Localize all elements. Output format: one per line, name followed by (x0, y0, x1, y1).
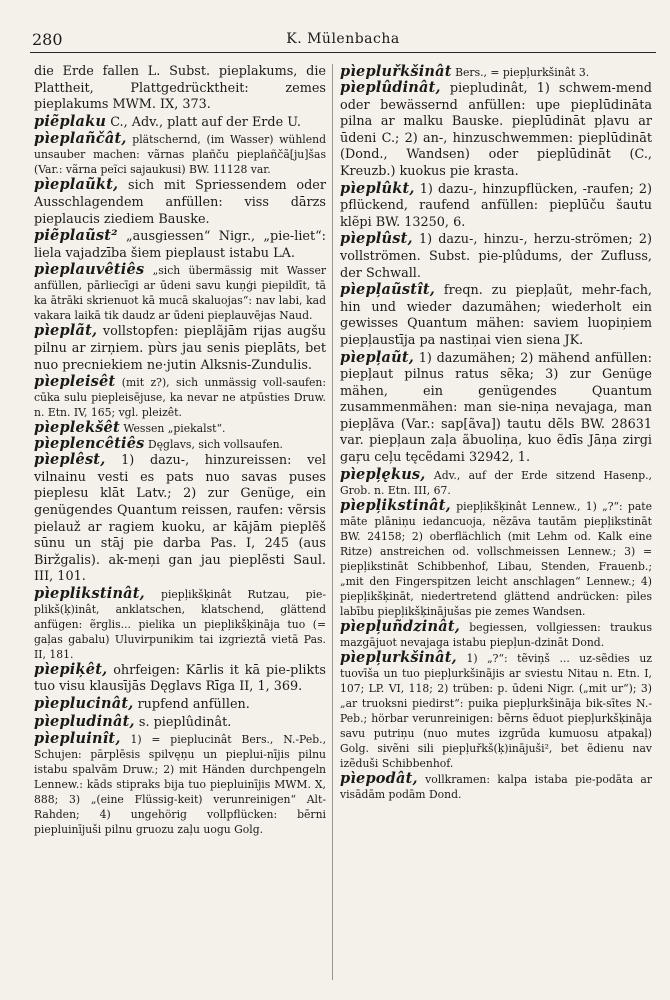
entry-text: „sich übermässig mit Wasser anfüllen, pārliecīgi ar ūdeni savu kuņģi piepildīt, tā ka ātrāki skrienuot kā mucā skaluojas“: nav labi, kad vakara laikā tik daudz ar ūdeni pieplauvējas Naud. (34, 264, 326, 323)
entry-headword: pìepļuñdzinât, (340, 617, 460, 635)
entry-headword: pìeplaũkt, (34, 176, 119, 194)
entry-headword: piẽplaku (34, 112, 107, 130)
entry-text: 1) dazu-, hinzu-, herzu-strömen; 2) vollströmen. Subst. pie-plûdums, der Zufluss, der Schwall. (340, 232, 652, 281)
entry-headword: pìepludinât, (34, 712, 135, 730)
page-number: 280 (32, 30, 63, 49)
entry-headword: piẽplaũst² (34, 227, 118, 245)
entry-text: freqn. zu piepļaũt, mehr-fach, hin und wieder dazumähen; wiederholt ein gewisses Quantum mähen: saviem luopiņiem piepļaustīja pa nastiņai vien siena JK. (340, 283, 652, 348)
entry-headword: pìeplikstinât, (34, 584, 145, 602)
entry-text: die Erde fallen L. Subst. pieplakums, die Plattheit, Plattgedrücktheit: zemes pieplakums MWM. IX, 373. (34, 64, 326, 113)
entry-text: Dęglavs, sich vollsaufen. (147, 438, 283, 452)
entry-text: vollkramen: kalpa istaba pie-podāta ar visādām podām Dond. (340, 772, 652, 801)
entry-text: 1) dazu-, hinzureissen: vel vilnainu vesti es pats nuo savas puses pieplesu klāt Latv.; 2) zur Genüge, ein genügendes Quantum reissen, raufen: vẽrsis pielauž ar ragiem kuoku, ar kājām pieplẽš sūnu un stāj pie darba Pas. I, 245 (aus Biržgalis). ak-meņi gan jau pieplẽsti Saul. III, 101. (34, 453, 326, 585)
dictionary-entry (34, 177, 326, 228)
dictionary-entry (34, 114, 326, 132)
dictionary-entry (340, 181, 652, 232)
entry-text: 1) dazu-, hinzupflücken, -raufen; 2) pflückend, raufend anfüllen: pieplūču šautu klẽpi BW. 13250, 6. (340, 181, 652, 230)
entry-headword: pìepļaũt, (340, 348, 415, 366)
entry-text: 1) „?“: tẽviņš ... uz-sẽdies uz tuovīša un tuo piepļurkšinājis ar sviestu Nitau n. Etn. I, 107; LP. VI, 118; 2) trüben: p. ūdeni Nigr. („mit ur“); 3) „ar truoksni piedirst“: puika piepļurkšināja bik-sītes N.-Peb.; hörbar verunreinigen: bẽrns ẽduot piepļurkšķināja savu putriņu (nuo mutes izgrūda kumuosu atpakaļ) Golg. sivẽni sili piepļuřkš(ķ)inājuši², bet ẽdienu nav izẽduši Schibbenhof. (340, 651, 652, 770)
entry-headword: pìepļurkšinât, (340, 648, 457, 666)
header-rule (30, 52, 656, 53)
entry-headword: pìeplañčât, (34, 130, 127, 148)
page-header (30, 30, 656, 48)
dictionary-entry (34, 731, 326, 837)
right-column (340, 64, 652, 802)
entry-text: Bers., = piepļurkšinât 3. (455, 66, 590, 79)
entry-text: C., Adv., platt auf der Erde U. (110, 114, 301, 130)
entry-text: Adv., auf der Erde sitzend Hasenp., Grob. n. Etn. III, 67. (340, 468, 652, 497)
entry-headword: pìepodât, (340, 769, 418, 787)
dictionary-entry (34, 323, 326, 374)
dictionary-entry (340, 282, 652, 349)
dictionary-entry (34, 262, 326, 323)
entry-headword: pìeplûkt, (340, 179, 415, 197)
dictionary-entry (340, 350, 652, 467)
entry-text: sich mit Spriessendem oder Ausschlagendem anfüllen: viss dārzs pieplaucis ziediem Bauske. (34, 178, 326, 227)
dictionary-entry (340, 498, 652, 619)
entry-headword: pìepļaũstît, (340, 281, 435, 299)
dictionary-entry (34, 696, 326, 714)
dictionary-entry (34, 452, 326, 586)
entry-headword: pìeplãt, (34, 322, 98, 340)
dictionary-entry (34, 436, 326, 452)
entry-text: „ausgiessen“ Nigr., „pie-liet“: liela vajadzība šiem pieplaust istabu LA. (34, 229, 326, 261)
dictionary-entry (34, 420, 326, 436)
entry-headword: pìeplûdinât, (340, 79, 441, 96)
entry-headword: pìepļikstinât, (340, 496, 451, 514)
entry-headword: pìepluinît, (34, 730, 121, 748)
entry-headword: pìeplauvêtiês (34, 261, 145, 279)
entry-text: begiessen, vollgiessen: traukus mazgājuot nevajaga istabu piepļun-dzināt Dond. (340, 620, 653, 649)
column-divider (332, 64, 333, 980)
dictionary-entry (340, 771, 652, 802)
entry-text: piepļikšķinât Lennew., 1) „?“: pate māte plāniņu iedancuoja, nẽzāva tautām piepļikstināt BW. 24158; 2) oberflächlich (mit Lehm od. Kalk eine Ritze) anstreichen od. vollschmeissen Lennew.; 3) = piepļikstināt Schibbenhof, Libau, Stenden, Frauenb.; „mit den Fingerspitzen leicht anschlagen“ Lennew.; 4) piepļikšķināt, niedertretend glättend andrücken: pìles labību piepļikšķinājušas pie zemes Wandsen. (340, 499, 652, 618)
dictionary-entry (34, 228, 326, 262)
dictionary-entry (340, 64, 652, 80)
entry-text: (mit z?), sich unmässig voll-saufen: cūka sulu piepleisējuse, ka nevar ne atpūsties Druw. n. Etn. IV, 165; vgl. pleizêt. (34, 376, 326, 420)
entry-headword: pìeplencêtiês (34, 435, 145, 453)
entry-headword: pìeplucinât, (34, 695, 134, 713)
entry-text: vollstopfen: pieplãjām rijas augšu pilnu ar zirņiem. pùrs jau senis pieplāts, bet nuo precniekiem ne·jutin Alksnis-Zundulis. (34, 324, 326, 373)
entry-text: 1) = pieplucinât Bers., N.-Peb., Schujen: pārplēsis spilvęņu un pieplui-nījis pilnu istabu spalvām Druw.; 2) mit Händen durchpengeln Lennew.: kāds stipraks bija tuo piepluinījis MWM. X, 888; 3) „(eine Flüssig-keit) verunreinigen“ Alt-Rahden; 4) ungehörig vollpflücken: bērni piepluinījuši pilnu gruozu zaļu uogu Golg. (34, 733, 326, 837)
entry-text: ohrfeigen: Kārlis it kā pie-plikts tuo visu klausījās Dęglavs Rīga II, 1, 369. (34, 662, 326, 695)
dictionary-entry (340, 231, 652, 282)
running-head: K. Mülenbacha (286, 31, 400, 47)
entry-headword: pìeplekšêt (34, 419, 120, 437)
dictionary-entry (34, 374, 326, 420)
dictionary-entry (340, 80, 652, 181)
entry-text: rupfend anfüllen. (137, 697, 250, 713)
entry-text: Wessen „piekalst“. (123, 422, 226, 436)
entry-headword: pìepiķêt, (34, 660, 108, 678)
entry-headword: pìeplêst, (34, 451, 106, 469)
entry-text: 1) dazumähen; 2) mähend anfüllen: piepļaut pilnus ratus sẽka; 3) zur Genüge mähen, ein genügendes Quantum zusammenmähen: man sie-niņa nevajaga, man piepļãva (Var.: sap[ãva]) tautu dẽls BW. 28631 var. piepļaun zaļa ãbuoliņa, kuo ẽdīs Jāņa zirgi gaŗu ceļu tęcẽdami 32942, 1. (340, 350, 652, 466)
entry-headword: pìepluřkšinât (340, 63, 452, 80)
dictionary-entry (34, 714, 326, 732)
entry-text: plätschernd, (im Wasser) wühlend unsauber machen: vãrnas plañču pieplañčã[ju]šas (Var.: vãrna peĩci sajaukusi) BW. 11128 var. (34, 133, 326, 177)
entry-text: piepludinât, 1) schwem-mend oder bewässernd anfüllen: upe pieplūdināta pilna ar malku Bauske. pieplūdināt pļavu ar ūdeni C.; 2) an-, hinzuschwemmen: pieplūdināt (Dond., Wandsen) oder pieplūdināt (C., Kreuzb.) kuokus pie krasta. (340, 81, 652, 179)
dictionary-entry (34, 662, 326, 696)
dictionary-entry (34, 131, 326, 177)
entry-headword: pìepleisêt (34, 373, 116, 391)
dictionary-entry (34, 586, 326, 662)
dictionary-entry (340, 467, 652, 498)
entry-headword: pìepļękus, (340, 465, 426, 483)
entry-headword: pìeplûst, (340, 230, 413, 248)
dictionary-entry (340, 619, 652, 650)
left-column (34, 64, 326, 837)
entry-text: s. pieplûdinât. (138, 714, 232, 730)
entry-text: piepļikšķinât Rutzau, pie-plikš(ķ)inât, anklatschen, klatschend, glättend anfügen: ẽrglis... pielika un piepļikšķināja tuo (= gaļas gabalu) Uluvirpunikim tai izgrieztā vietā Pas. II, 181. (34, 587, 326, 661)
dictionary-entry (340, 650, 652, 771)
dictionary-entry (34, 64, 326, 114)
